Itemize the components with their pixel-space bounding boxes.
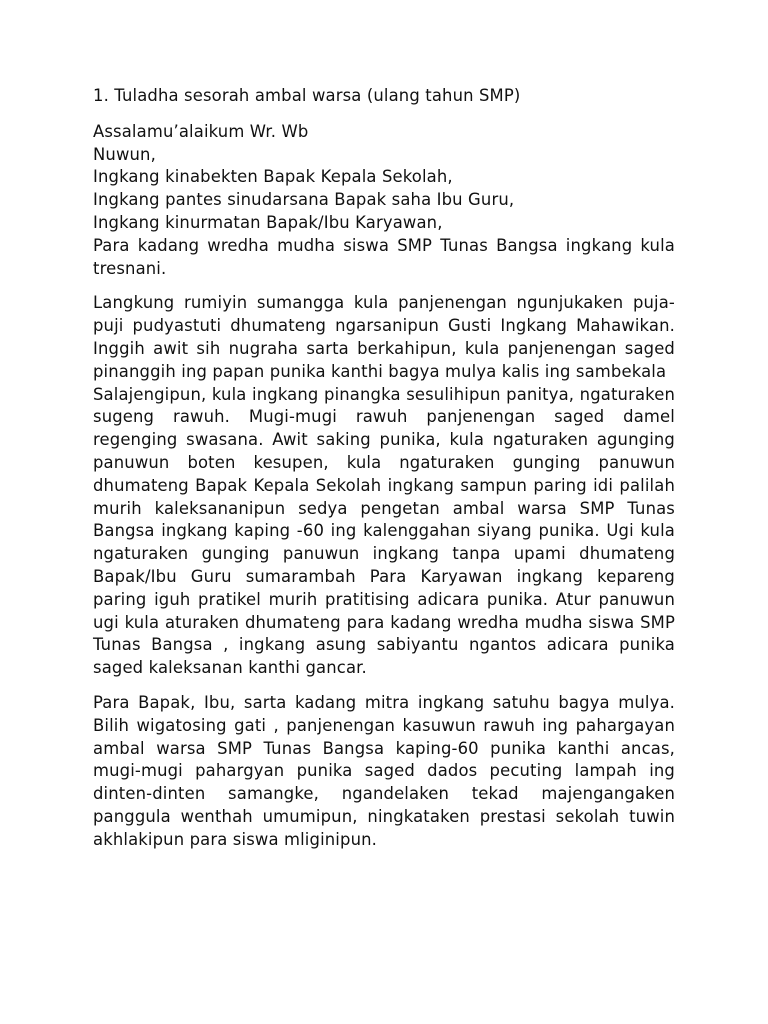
greeting-line: Ingkang pantes sinudarsana Bapak saha Ibu Guru, [93,190,515,210]
greeting-line: Para kadang wredha mudha siswa SMP Tunas Bangsa ingkang kula tresnani. [93,235,675,278]
paragraph: Langkung rumiyin sumangga kula panjenengan ngunjukaken puja-puji pudyastuti dhumateng ngarsanipun Gusti Ingkang Mahawikan. Inggih awit sih nugraha sarta berkahipun, kula panjenengan saged pinanggih ing papan punika kanthi bagya mulya kalis ing sambekala [93,293,675,381]
greeting-line: Nuwun, [93,144,156,164]
greeting-line: Ingkang kinabekten Bapak Kepala Sekolah, [93,167,453,187]
document-title: 1. Tuladha sesorah ambal warsa (ulang tahun SMP) [93,86,521,105]
document-page [93,85,675,852]
paragraph: Salajengipun, kula ingkang pinangka sesulihipun panitya, ngaturaken sugeng rawuh. Mugi-mugi rawuh panjenengan saged damel regenging swasana. Awit saking punika, kula ngaturaken agunging panuwun boten kesupen, kula ngaturaken gunging panuwun dhumateng Bapak Kepala Sekolah ingkang sampun paring idi palilah murih kaleksananipun sedya pengetan ambal warsa SMP Tunas Bangsa ingkang kaping -60 ing kalenggahan siyang punika. Ugi kula ngaturaken gunging panuwun ingkang tanpa upami dhumateng Bapak/Ibu Guru sumarambah Para Karyawan ingkang kepareng paring iguh pratikel murih pratitising adicara punika. Atur panuwun ugi kula aturaken dhumateng para kadang wredha mudha siswa SMP Tunas Bangsa , ingkang asung sabiyantu ngantos adicara punika saged kaleksanan kanthi gancar. [93,384,675,678]
paragraph: Para Bapak, Ibu, sarta kadang mitra ingkang satuhu bagya mulya. Bilih wigatosing gati , panjenengan kasuwun rawuh ing pahargayan ambal warsa SMP Tunas Bangsa kaping-60 punika kanthi ancas, mugi-mugi pahargyan punika saged dados pecuting lampah ing dinten-dinten samangke, ngandelaken tekad majengangaken panggula wenthah umumipun, ningkataken prestasi sekolah tuwin akhlakipun para siswa mliginipun. [93,692,675,849]
greeting-block [93,121,675,281]
greeting-line: Ingkang kinurmatan Bapak/Ibu Karyawan, [93,212,443,232]
greeting-line: Assalamu’alaikum Wr. Wb [93,121,309,141]
